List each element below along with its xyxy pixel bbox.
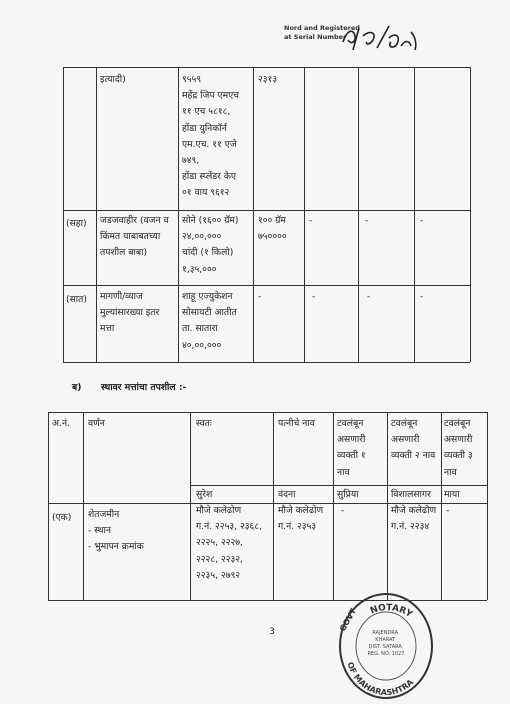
notary-seal <box>336 588 436 700</box>
row-desc: शेतजमीन - स्थान - भुमापन क्रमांक <box>88 509 144 553</box>
row2-dep2: - <box>365 215 369 226</box>
row2-desc: जडजवाहीर (वजन व किंमत याबाबतच्या तपशील बाबा) <box>100 215 169 259</box>
row2-self: सोने (१६०० ग्रॅम) २४,००,००० चांदी (१ किलो) १,३५,००० <box>182 215 239 275</box>
row-dep3: - <box>446 505 450 516</box>
page-number: 3 <box>269 626 275 637</box>
row1-self: ९५५९ महेंद्र जिप एमएच ११ एच ५८१८, होंडा युनिकॉर्न एम.एच. ११ एजे ७४९, होंडा स्प्लेंडर केए ०१ वाय ९६१२ <box>182 74 239 199</box>
name-self: सुरेश <box>196 489 213 500</box>
row-dep1: - <box>341 505 345 516</box>
row3-label: (सात) <box>66 294 87 305</box>
header-dep2: टवलंबून असणारी व्यक्ती २ नाव <box>391 418 436 462</box>
svg-text:RAJENDRA KHARAT DI: RAJENDRA KHARAT DIST. SATARA REG. NO. 1027 <box>367 630 405 657</box>
header-dep3: टवलंबून असणारी व्यक्ती ३ नाव <box>444 418 473 478</box>
row3-dep1: - <box>312 291 316 302</box>
row-sr: (एक) <box>52 512 72 523</box>
row2-dep3: - <box>420 215 424 226</box>
header-dep1: टवलंबून असणारी व्यक्ती १ नाव <box>337 418 366 478</box>
handwritten-date-mark <box>339 20 421 52</box>
row3-dep3: - <box>420 291 424 302</box>
row2-label: (सहा) <box>66 218 87 229</box>
section-title: स्थावर मत्तांचा तपशील :- <box>101 382 187 393</box>
header-sr: अ.नं. <box>52 418 70 429</box>
section-letter: ब) <box>72 382 82 393</box>
header-spouse: पत्नीचे नाव <box>278 418 315 429</box>
name-dep3: माया <box>444 489 460 500</box>
header-desc: वर्णन <box>88 418 105 429</box>
row2-spouse: १०० ग्रॅम ७५०००० <box>258 215 287 243</box>
row1-spouse: २३१३ <box>258 74 278 85</box>
header-self: स्वतः <box>196 418 212 429</box>
svg-text:NOTARY: NOTARY <box>369 603 414 621</box>
row1-desc: इत्यादी) <box>100 74 126 85</box>
row3-desc: मागणी/व्याज मुल्यांसारख्या इतर मत्ता <box>100 291 160 335</box>
stamp-line-1: Nord and Registered <box>284 24 360 32</box>
name-spouse: वंदना <box>278 489 296 500</box>
row3-self: शाहू एज्युकेशन सोसायटी आतीत ता. सातारा ४०,००,००० <box>182 291 237 351</box>
stamp-line-2: at Serial Number <box>284 33 347 41</box>
row3-dep2: - <box>367 291 371 302</box>
name-dep2: विशालसागर <box>391 489 431 500</box>
row-spouse: मौजे कलेढोण ग.नं. २३५३ <box>278 505 324 533</box>
row-self: मौजे कलेढोण ग.नं. २२५३, २३६८, २२२५, २२२७, २२२८, २२३२, २२३५, २७९२ <box>196 505 263 581</box>
row2-dep1: - <box>309 215 313 226</box>
name-dep1: सुप्रिया <box>337 489 359 500</box>
svg-text:GOVT: GOVT <box>337 607 359 633</box>
svg-text:OF MAHARASHTRA: OF MAHARASHTRA <box>345 660 416 698</box>
row-dep2: मौजे कलेढोण ग.नं. २२३४ <box>391 505 437 533</box>
row3-spouse: - <box>258 291 262 302</box>
